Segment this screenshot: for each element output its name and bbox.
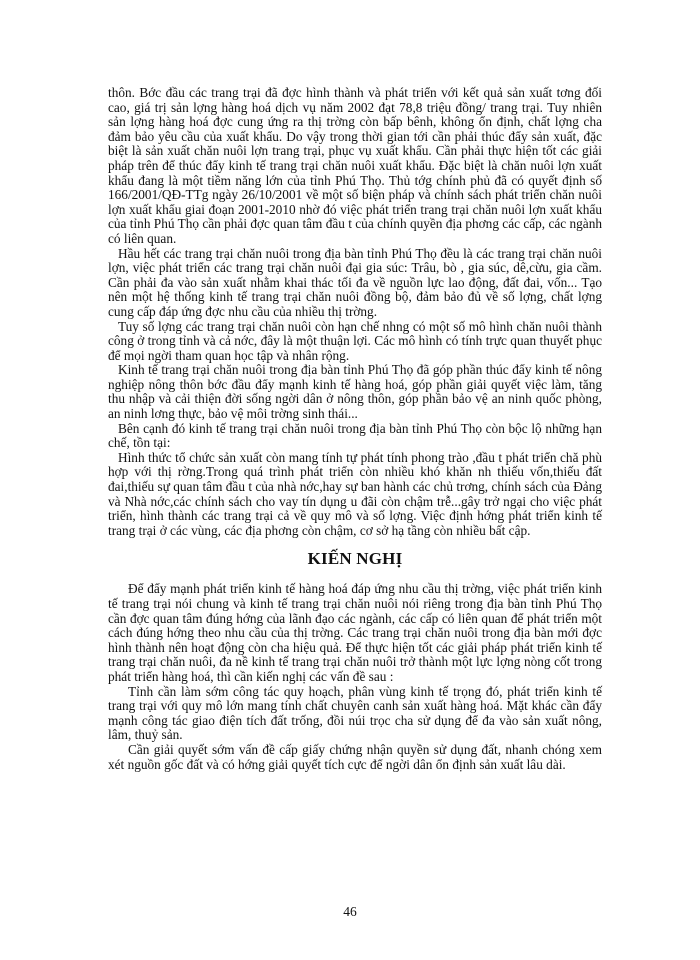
paragraph-contributions: Kinh tế trang trại chăn nuôi trong địa bàn tỉnh Phú Thọ đã góp phần thúc đẩy kinh tế nông nghiệp nông thôn bớc đầu đẩy mạnh kinh tế hàng hoá, góp phần giải quyết việc làm, tăng thu nhập và cải thiện đời sống ngời dân ở nông thôn, góp phần bảo vệ an ninh quốc phòng, an ninh lơng thực, bảo vệ môi trờng sinh thái... [108, 362, 602, 422]
paragraph-models: Tuy số lợng các trang trại chăn nuôi còn hạn chế nhng có một số mô hình chăn nuôi thành công ở trong tỉnh và cả nớc, đây là một thuận lợi. Các mô hình có tính trực quan thuyết phục để mọi ngời tham quan học tập và nhân rộng. [108, 318, 602, 363]
paragraph-recommendation-planning: Tỉnh cần làm sớm công tác quy hoạch, phân vùng kinh tế trọng đó, phát triển kinh tế trang trại với quy mô lớn mang tính chất chuyên canh sản xuất hàng hoá. Mặt khác cần đẩy mạnh công tác giao điện tích đất trống, đồi núi trọc cha sử dụng để đa vào sản xuất nông, lâm, thuỷ sản. [108, 683, 602, 743]
paragraph-limitations: Hình thức tổ chức sản xuất còn mang tính tự phát tính phong trào ,đầu t phát triển chă phù hợp với thị rờng.Trong quá trình phát triển còn nhiều khó khăn nh thiếu vốn,thiếu đất đai,thiếu sự quan tâm đầu t của nhà nớc,hay sự ban hành các chủ trơng, chính sách của Đảng và Nhà nớc,các chính sách cho vay tín dụng u đãi còn chậm trễ...gây trở ngại cho việc phát triển, hình thành các trang trại cả về quy mô và số lợng. Việc định hớng phát triển kinh tế trang trại ở các vùng, các địa phơng còn chậm, cơ sở hạ tầng còn nhiều bất cập. [108, 449, 602, 538]
paragraph-recommendation-land: Cần giải quyết sớm vấn đề cấp giấy chứng nhận quyền sử dụng đất, nhanh chóng xem xét nguồn gốc đất và có hớng giải quyết tích cực để ngời dân ổn định sản xuất lâu dài. [108, 741, 602, 772]
paragraph-recommendations-intro: Để đẩy mạnh phát triển kinh tế hàng hoá đáp ứng nhu cầu thị trờng, việc phát triển kinh tế trang trại nói chung và kinh tế trang trại chăn nuôi nói riêng trong địa bàn tỉnh Phú Thọ cần đợc quan tâm đúng hớng của lãnh đạo các ngành, các cấp có liên quan để phát triển một cách đúng hớng theo nhu cầu của thị trờng. Các trang trại chăn nuôi trong địa bàn mới đợc hình thành nên hoạt động còn cha hiệu quả. Để thực hiện tốt các giải pháp phát triển kinh tế trang trại chăn nuôi, đa nề kinh tế trang trại chăn nuôi trở thành một lực lợng nòng cốt trong phát triển hàng hoá, thì cần kiến nghị các vấn đề sau : [108, 581, 602, 684]
section-heading: KIẾN NGHỊ [307, 549, 403, 569]
page-body [108, 86, 602, 772]
paragraph-farm-types: Hầu hết các trang trại chăn nuôi trong địa bàn tỉnh Phú Thọ đều là các trang trại chăn nuôi lợn, việc phát triển các trang trại chăn nuôi đại gia súc: Trâu, bò , gia súc, dê,cừu, gia cầm. Cần phải đa vào sản xuất nhằm khai thác tối đa về nguồn lực lao động, đất đai, vốn... Tạo nên một hệ thống kinh tế trang trại chăn nuôi đồng bộ, đảm bảo đủ về số lợng, chất lợng cung cấp đáp ứng đợc nhu cầu của nhiều thị trờng. [108, 245, 602, 319]
paragraph-intro: thôn. Bớc đầu các trang trại đã đợc hình thành và phát triển với kết quả sản xuất tơng đối cao, giá trị sản lợng hàng hoá dịch vụ năm 2002 đạt 78,8 triệu đồng/ trang trại. Tuy nhiên sản lợng hàng hoá đợc cung ứng ra thị trờng còn bấp bênh, không ổn định, chất lợng cha đảm bảo yêu cầu của xuất khẩu. Do vậy trong thời gian tới cần phải thúc đẩy sản xuất, đặc biệt là sản xuất chăn nuôi lợn trang trại, phục vụ xuất khẩu. Cần phải thực hiện tốt các giải pháp trên để thúc đẩy kinh tế trang trại chăn nuôi xuất khẩu. Đặc biệt là chăn nuôi lợn xuất khẩu đang là một tiềm năng lớn của tỉnh Phú Thọ. Thủ tớg chính phủ đã có quyết định số 166/2001/QĐ-TTg ngày 26/10/2001 về một số biện pháp và chính sách phát triển chăn nuôi lợn xuất khẩu giai đoạn 2001-2010 nhờ đó việc phát triển trang trại chăn nuôi lợn xuất khẩu của tỉnh Phú Thọ cần phải đợc quan tâm đầu t của chính quyền địa phơng các cấp, các ngành có liên quan. [108, 85, 602, 246]
paragraph-limitations-intro: Bên cạnh đó kinh tế trang trại chăn nuôi trong địa bàn tỉnh Phú Thọ còn bộc lộ những hạn chế, tồn tại: [108, 420, 602, 451]
page-number: 46 [343, 904, 357, 919]
